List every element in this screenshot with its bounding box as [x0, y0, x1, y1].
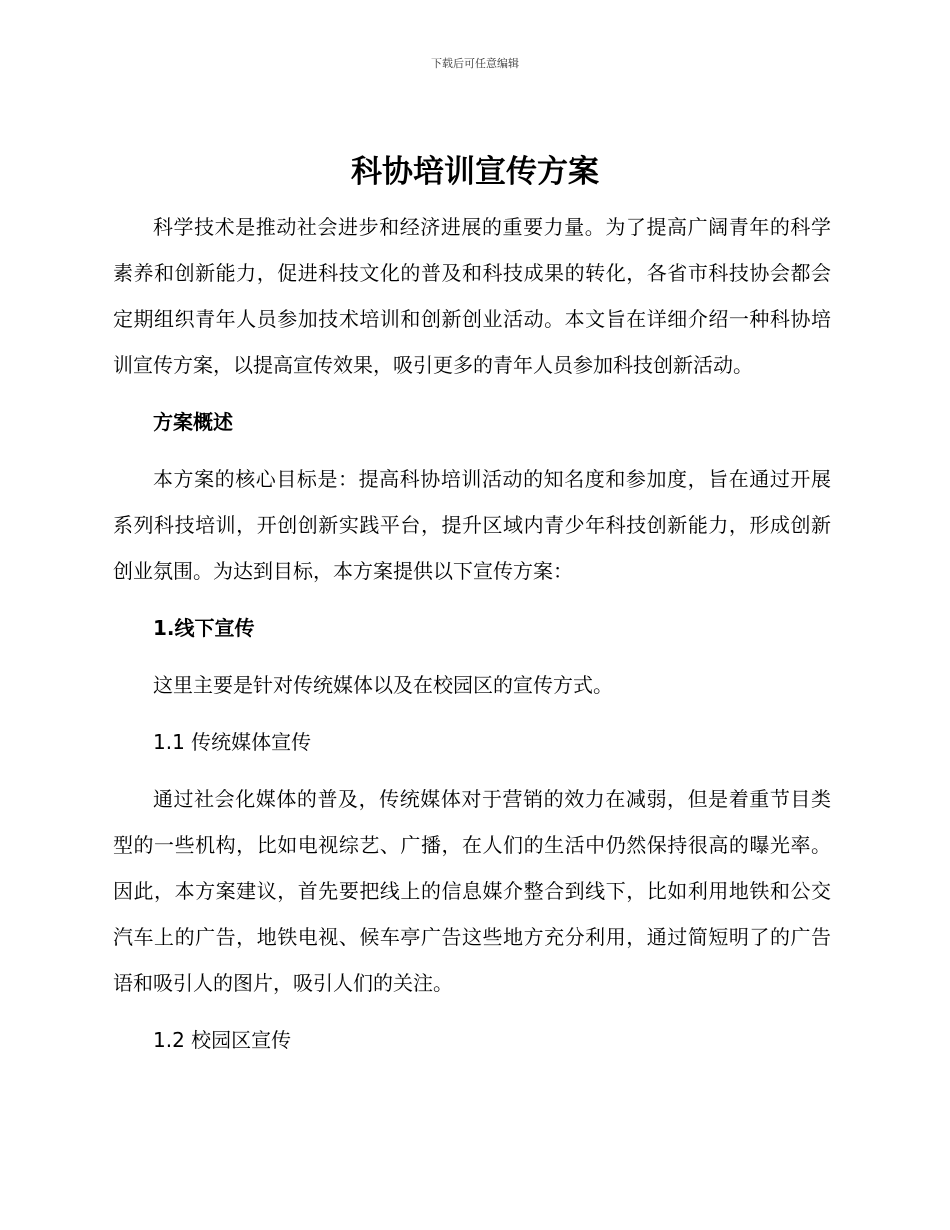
overview-paragraph: 本方案的核心目标是：提高科协培训活动的知名度和参加度，旨在通过开展系列科技培训，开创创新实践平台，提升区域内青少年科技创新能力，形成创新创业氛围。为达到目标，本方案提供以下宣传方案： [113, 467, 831, 583]
offline-paragraph: 这里主要是针对传统媒体以及在校园区的宣传方式。 [153, 673, 613, 697]
offline-heading: 1.线下宣传 [153, 616, 255, 640]
intro-paragraph: 科学技术是推动社会进步和经济进展的重要力量。为了提高广阔青年的科学素养和创新能力，促进科技文化的普及和科技成果的转化，各省市科技协会都会定期组织青年人员参加技术培训和创新创业活动。本文旨在详细介绍一种科协培训宣传方案，以提高宣传效果，吸引更多的青年人员参加科技创新活动。 [113, 215, 831, 377]
campus-heading: 1.2 校园区宣传 [153, 1028, 292, 1052]
traditional-media-heading: 1.1 传统媒体宣传 [153, 730, 312, 754]
traditional-media-paragraph: 通过社会化媒体的普及，传统媒体对于营销的效力在减弱，但是着重节目类型的一些机构，比如电视综艺、广播，在人们的生活中仍然保持很高的曝光率。因此，本方案建议，首先要把线上的信息媒介整合到线下，比如利用地铁和公交汽车上的广告，地铁电视、候车亭广告这些地方充分利用，通过简短明了的广告语和吸引人的图片，吸引人们的关注。 [113, 787, 831, 995]
document-body [113, 204, 831, 1063]
header-note: 下载后可任意编辑 [431, 57, 519, 70]
overview-heading: 方案概述 [153, 410, 233, 434]
document-title: 科协培训宣传方案 [351, 154, 599, 190]
